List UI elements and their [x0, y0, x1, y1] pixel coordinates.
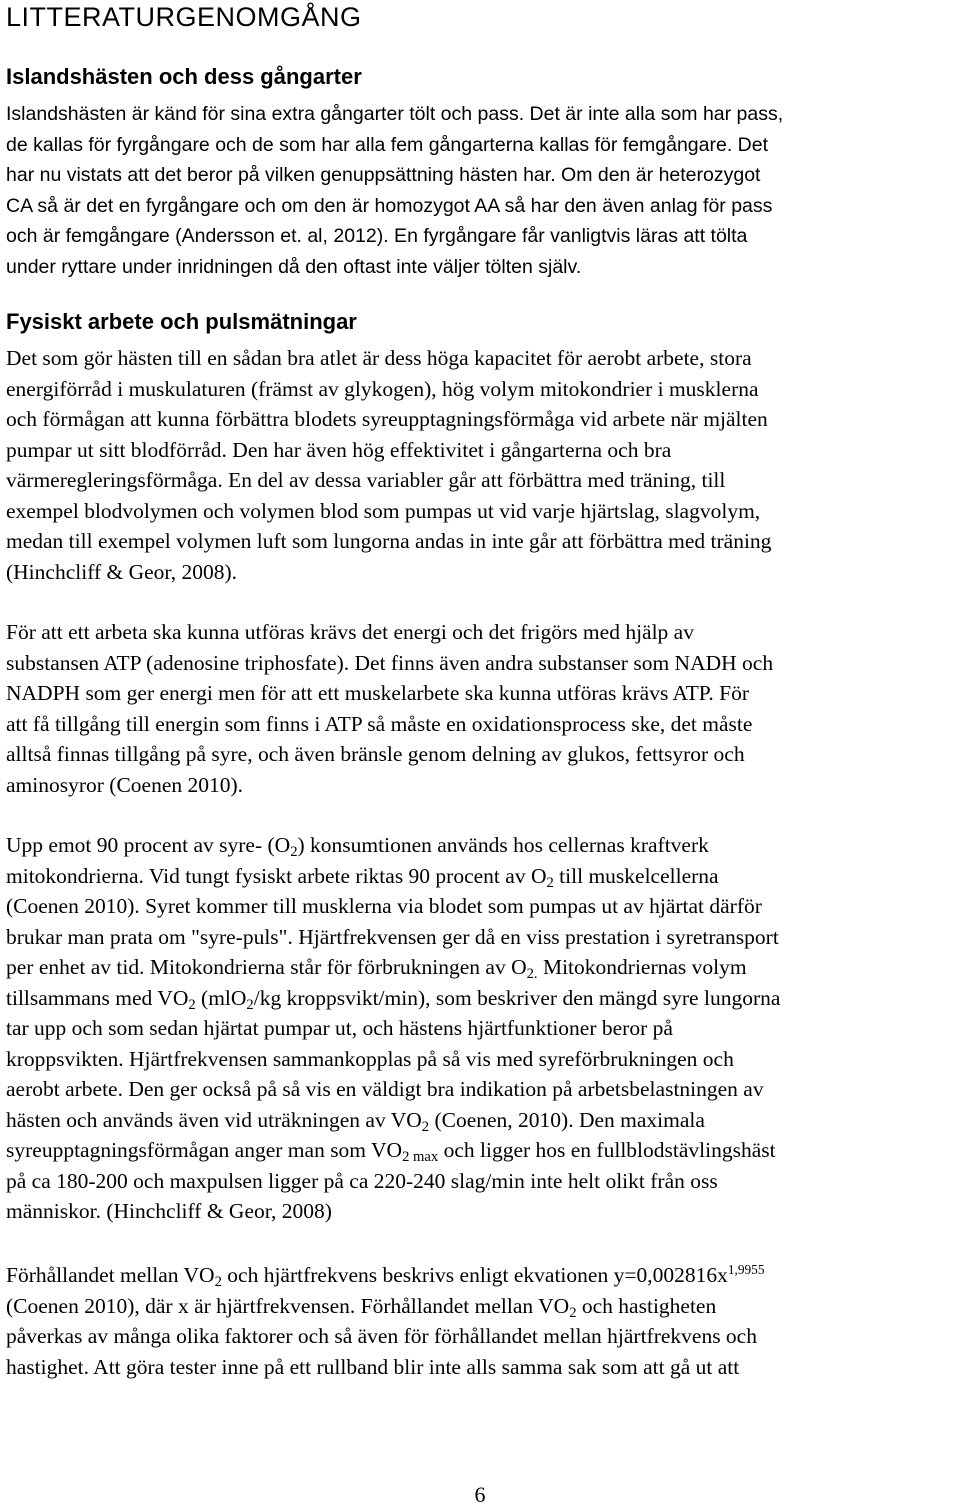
text-line: pumpar ut sitt blodförråd. Den har även hög effektivitet i gångarterna och bra: [6, 437, 672, 462]
subscript: 2: [546, 874, 554, 891]
text-line: kroppsvikten. Hjärtfrekvensen sammankopplas på så vis med syreförbrukningen och: [6, 1046, 734, 1071]
text-line: på ca 180-200 och maxpulsen ligger på ca 220-240 slag/min inte helt olikt från oss: [6, 1168, 718, 1193]
text-line: de kallas för fyrgångare och de som har alla fem gångarterna kallas för femgångare. Det: [6, 133, 768, 156]
text-line: och förmågan att kunna förbättra blodets syreupptagningsförmåga vid arbete när mjälten: [6, 407, 768, 431]
text-line: exempel blodvolymen och volymen blod som pumpas ut vid varje hjärtslag, slagvolym,: [6, 498, 761, 523]
text-line: tar upp och som sedan hjärtat pumpar ut, och hästens hjärtfunktioner beror på: [6, 1016, 673, 1040]
text-line: mitokondrierna. Vid tungt fysiskt arbete riktas 90 procent av $O_2$ till muskelcellerna: [6, 863, 719, 891]
subscript: 2 max: [402, 1149, 439, 1166]
text-line: hästen och används även vid uträkningen av $VO_2$ (Coenen, 2010). Den maximala: [6, 1107, 705, 1135]
page-heading: LITTERATURGENOMGÅNG: [6, 2, 362, 32]
section-title-islandshasten: Islandshästen och dess gångarter: [6, 64, 362, 89]
subscript: 2: [569, 1304, 577, 1321]
text-line: tillsammans med $VO_2$ (mlO$_2$/kg kroppsvikt/min), som beskriver den mängd syre lungorna: [6, 985, 781, 1013]
paragraph-syre: [6, 830, 956, 1227]
text-line: energiförråd i muskulaturen (främst av glykogen), hög volym mitokondrier i musklerna: [6, 376, 759, 401]
text-line: att få tillgång till energin som finns i ATP så måste en oxidationsprocess ske, det måste: [6, 711, 753, 736]
text-line: under ryttare under inridningen då den oftast inte väljer tölten själv.: [6, 255, 582, 278]
text-line: brukar man prata om "syre-puls". Hjärtfrekvensen ger då en viss prestation i syretransport: [6, 924, 779, 949]
text-line: För att ett arbeta ska kunna utföras krävs det energi och det frigörs med hjälp av: [6, 620, 694, 644]
text-line: substansen ATP (adenosine triphosfate). Det finns även andra substanser som NADH och: [6, 650, 774, 675]
text-line: medan till exempel volymen luft som lungorna andas in inte går att förbättra med träning: [6, 529, 772, 553]
text-line: aminosyror (Coenen 2010).: [6, 772, 244, 797]
subscript: 2: [214, 1274, 222, 1291]
text-line: människor. (Hinchcliff & Geor, 2008): [6, 1199, 332, 1223]
text-line: (Coenen 2010). Syret kommer till musklerna via blodet som pumpas ut av hjärtat därför: [6, 894, 762, 918]
text-line: Förhållandet mellan $VO_2$ och hjärtfrekvens beskrivs enligt ekvationen $y=0,002816x^{1,9955}$: [6, 1261, 765, 1291]
text-line: syreupptagningsförmågan anger man som $VO_{2 max}$ och ligger hos en fullblodstävlingshäst: [6, 1138, 776, 1166]
superscript: 1,9955: [727, 1261, 765, 1277]
section-body-islandshasten: [6, 99, 956, 282]
text-line: aerobt arbete. Den ger också på så vis en väldigt bra indikation på arbetsbelastningen av: [6, 1077, 764, 1101]
text-line: Det som gör hästen till en sådan bra atlet är dess höga kapacitet för aerobt arbete, stora: [6, 346, 752, 370]
text-line: Islandshästen är känd för sina extra gångarter tölt och pass. Det är inte alla som har pass,: [6, 103, 784, 125]
text-line: och är femgångare (Andersson et. al, 2012). En fyrgångare får vanligtvis läras att tölta: [6, 225, 748, 247]
text-line: värmeregleringsförmåga. En del av dessa variabler går att förbättra med träning, till: [6, 468, 726, 492]
paragraph-atp: [6, 617, 956, 800]
text-line: NADPH som ger energi men för att ett muskelarbete ska kunna utföras krävs ATP. För: [6, 681, 749, 705]
subscript: 2: [290, 844, 298, 861]
text-line: per enhet av tid. Mitokondrierna står för förbrukningen av $O_{2.}$ Mitokondriernas volym: [6, 955, 747, 983]
text-line: har nu vistats att det beror på vilken genuppsättning hästen har. Om den är heterozygot: [6, 164, 761, 186]
text-line: Upp emot 90 procent av syre- $(O_2)$ konsumtionen används hos cellernas kraftverk: [6, 833, 709, 861]
section-body-fysiskt-arbete: [6, 343, 956, 587]
page-number: 6: [474, 1482, 486, 1507]
paragraph-vo2-equation: [6, 1260, 956, 1382]
subscript: 2: [246, 996, 254, 1013]
text-line: hastighet. Att göra tester inne på ett rullband blir inte alls samma sak som att gå ut att: [6, 1354, 740, 1379]
text-line: påverkas av många olika faktorer och så även för förhållandet mellan hjärtfrekvens och: [6, 1324, 757, 1348]
subscript: 2: [188, 996, 196, 1013]
section-title-fysiskt-arbete: Fysiskt arbete och pulsmätningar: [6, 309, 357, 334]
subscript: 2: [421, 1118, 430, 1135]
text-line: (Hinchcliff & Geor, 2008).: [6, 559, 237, 584]
text-line: alltså finnas tillgång på syre, och även bränsle genom delning av glukos, fettsyror och: [6, 742, 745, 766]
text-line: CA så är det en fyrgångare och om den är homozygot AA så har den även anlag för pass: [6, 194, 773, 217]
text-line: (Coenen 2010), där x är hjärtfrekvensen. Förhållandet mellan $VO_2$ och hastigheten: [6, 1293, 717, 1321]
subscript: 2.: [526, 966, 538, 983]
